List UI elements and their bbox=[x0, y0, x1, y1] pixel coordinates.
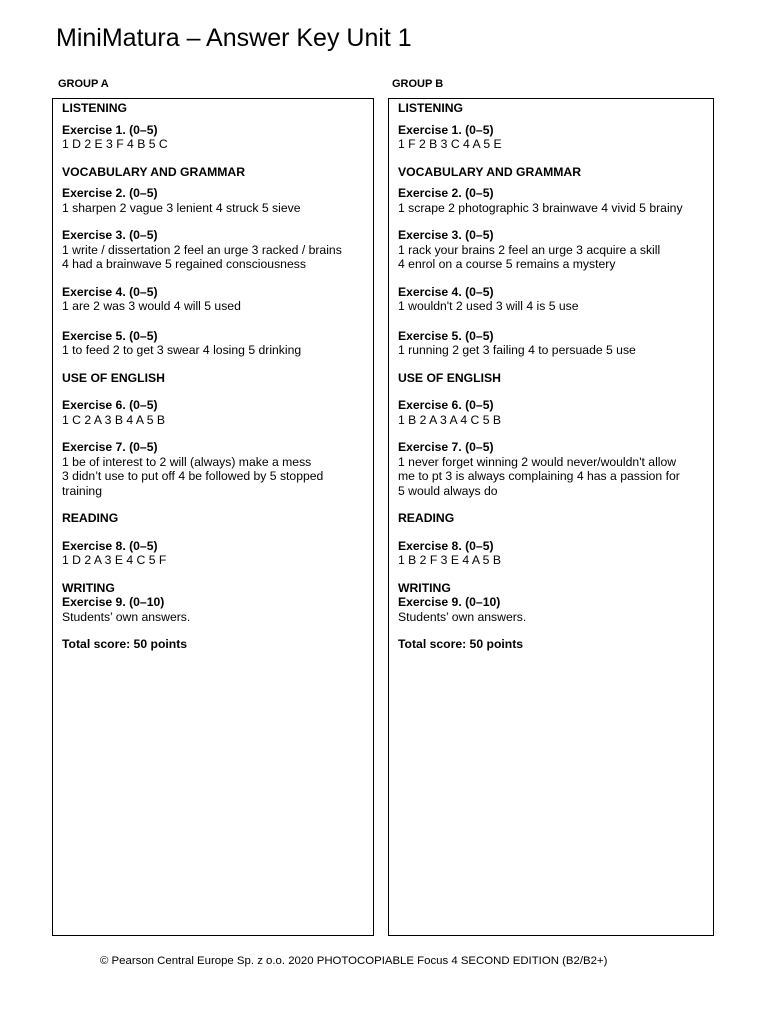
exercise-5-title: Exercise 5. (0–5) bbox=[398, 328, 494, 343]
copyright-footer: © Pearson Central Europe Sp. z o.o. 2020 PHOTOCOPIABLE Focus 4 SECOND EDITION (B2/B2+) bbox=[100, 955, 608, 967]
section-heading-reading: READING bbox=[62, 511, 119, 525]
exercise-9-answer: Students’ own answers. bbox=[62, 609, 191, 624]
exercise-1-answer: 1 D 2 E 3 F 4 B 5 C bbox=[62, 137, 168, 151]
section-heading-listening: LISTENING bbox=[398, 101, 464, 115]
exercise-2-title: Exercise 2. (0–5) bbox=[62, 186, 158, 200]
exercise-8-title: Exercise 8. (0–5) bbox=[398, 538, 494, 553]
exercise-1-answer: 1 F 2 B 3 C 4 A 5 E bbox=[398, 137, 502, 151]
exercise-6-title: Exercise 6. (0–5) bbox=[398, 398, 494, 412]
group-a-answer-box bbox=[52, 98, 374, 936]
exercise-1-title: Exercise 1. (0–5) bbox=[62, 122, 158, 137]
exercise-8-answer: 1 D 2 A 3 E 4 C 5 F bbox=[62, 553, 167, 567]
exercise-5-answer: 1 running 2 get 3 failing 4 to persuade 5 use bbox=[398, 343, 636, 357]
exercise-9-answer: Students’ own answers. bbox=[398, 609, 527, 624]
exercise-7-answer: 1 never forget winning 2 would never/wouldn't allow me to pt 3 is always complaining 4 has a passion for 5 would always do bbox=[398, 454, 680, 498]
exercise-7-title: Exercise 7. (0–5) bbox=[62, 440, 158, 454]
section-heading-writing: WRITING bbox=[398, 580, 451, 595]
exercise-4-answer: 1 wouldn't 2 used 3 will 4 is 5 use bbox=[398, 299, 579, 313]
total-score: Total score: 50 points bbox=[398, 637, 524, 651]
exercise-2-answer: 1 sharpen 2 vague 3 lenient 4 struck 5 sieve bbox=[62, 200, 301, 215]
exercise-2-answer: 1 scrape 2 photographic 3 brainwave 4 vivid 5 brainy bbox=[398, 200, 683, 215]
group-b-answer-box bbox=[388, 98, 714, 936]
exercise-3-answer: 1 rack your brains 2 feel an urge 3 acquire a skill 4 enrol on a course 5 remains a mystery bbox=[398, 242, 661, 271]
exercise-3-title: Exercise 3. (0–5) bbox=[62, 228, 158, 242]
exercise-4-title: Exercise 4. (0–5) bbox=[62, 284, 158, 299]
exercise-2-title: Exercise 2. (0–5) bbox=[398, 186, 494, 200]
exercise-8-title: Exercise 8. (0–5) bbox=[62, 538, 158, 553]
exercise-9-title: Exercise 9. (0–10) bbox=[62, 595, 165, 609]
exercise-4-title: Exercise 4. (0–5) bbox=[398, 284, 494, 299]
exercise-6-title: Exercise 6. (0–5) bbox=[62, 398, 158, 412]
section-heading-reading: READING bbox=[398, 511, 455, 525]
exercise-6-answer: 1 B 2 A 3 A 4 C 5 B bbox=[398, 412, 501, 427]
total-score: Total score: 50 points bbox=[62, 637, 188, 651]
group-b-label: GROUP B bbox=[392, 78, 444, 90]
exercise-1-title: Exercise 1. (0–5) bbox=[398, 122, 494, 137]
group-a-label: GROUP A bbox=[58, 78, 109, 90]
section-heading-vocabulary: VOCABULARY AND GRAMMAR bbox=[398, 164, 582, 179]
exercise-8-answer: 1 B 2 F 3 E 4 A 5 B bbox=[398, 553, 501, 567]
exercise-5-answer: 1 to feed 2 to get 3 swear 4 losing 5 drinking bbox=[62, 343, 302, 357]
section-heading-writing: WRITING bbox=[62, 580, 115, 595]
exercise-3-title: Exercise 3. (0–5) bbox=[398, 228, 494, 242]
exercise-7-answer: 1 be of interest to 2 will (always) make a mess 3 didn’t use to put off 4 be followed by 5 stopped training bbox=[62, 454, 324, 498]
exercise-4-answer: 1 are 2 was 3 would 4 will 5 used bbox=[62, 299, 241, 313]
section-heading-use-of-english: USE OF ENGLISH bbox=[62, 370, 165, 385]
section-heading-vocabulary: VOCABULARY AND GRAMMAR bbox=[62, 164, 246, 179]
section-heading-use-of-english: USE OF ENGLISH bbox=[398, 370, 501, 385]
page-title: MiniMatura – Answer Key Unit 1 bbox=[56, 24, 412, 52]
section-heading-listening: LISTENING bbox=[62, 101, 128, 115]
exercise-3-answer: 1 write / dissertation 2 feel an urge 3 racked / brains 4 had a brainwave 5 regained consciousness bbox=[62, 242, 342, 271]
exercise-5-title: Exercise 5. (0–5) bbox=[62, 328, 158, 343]
exercise-9-title: Exercise 9. (0–10) bbox=[398, 595, 501, 609]
exercise-7-title: Exercise 7. (0–5) bbox=[398, 440, 494, 454]
exercise-6-answer: 1 C 2 A 3 B 4 A 5 B bbox=[62, 412, 165, 427]
